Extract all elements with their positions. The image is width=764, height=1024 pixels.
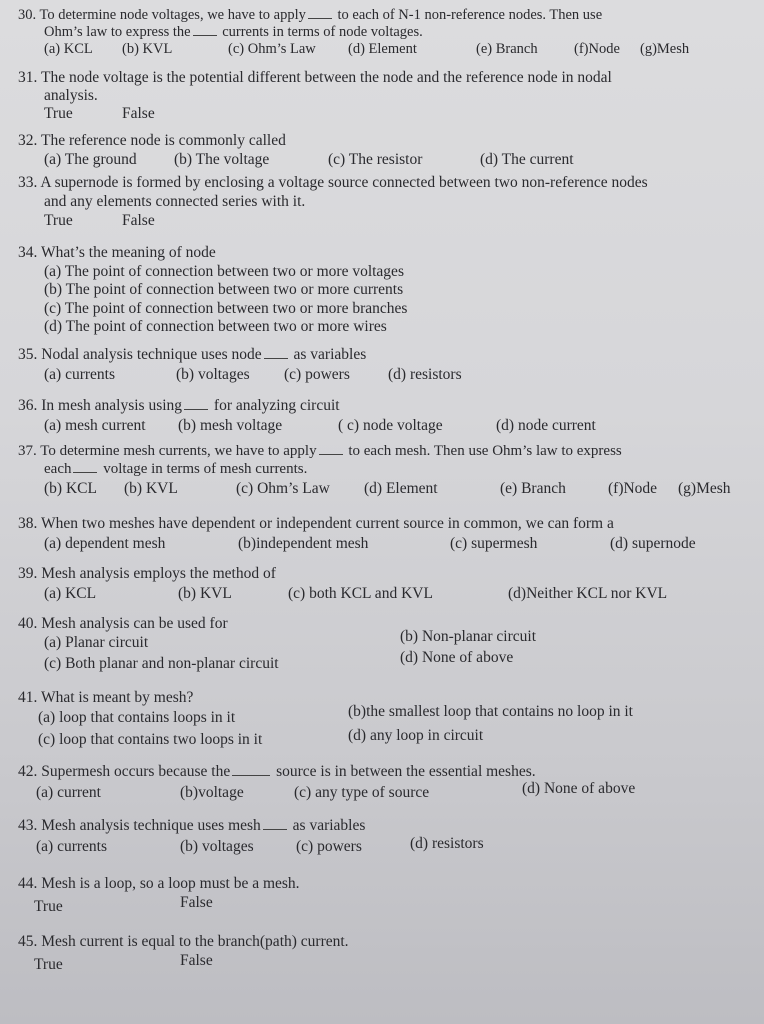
option[interactable]: (e) Branch (476, 41, 538, 57)
question-33 (18, 175, 746, 231)
question-text: each (44, 461, 72, 477)
option[interactable]: (c) powers (284, 365, 350, 383)
option[interactable]: (d) resistors (410, 834, 484, 852)
question-36 (18, 398, 746, 436)
question-text: for analyzing circuit (213, 397, 340, 414)
option[interactable]: (a) dependent mesh (44, 534, 166, 552)
option[interactable]: (d) Element (364, 480, 438, 497)
question-text: as variables (292, 817, 366, 834)
option[interactable]: (f)Node (608, 480, 658, 497)
question-40 (18, 616, 746, 674)
question-number: 37. (18, 443, 37, 459)
question-39 (18, 566, 746, 604)
option[interactable]: (a) current (36, 783, 101, 801)
option[interactable]: (b) voltages (176, 365, 250, 383)
option[interactable]: (d) None of above (522, 779, 636, 797)
option[interactable]: (c) any type of source (294, 783, 430, 801)
question-text: analysis. (44, 86, 98, 104)
option[interactable]: (a) KCL (44, 41, 93, 57)
question-text: What’s the meaning of node (40, 244, 216, 261)
question-text: The node voltage is the potential different between the node and the reference node in nodal (40, 69, 612, 86)
question-text: Mesh analysis technique uses mesh (41, 817, 261, 834)
option[interactable]: (d) node current (496, 416, 596, 434)
option[interactable]: (c) supermesh (450, 534, 538, 552)
question-number: 44. (18, 875, 38, 892)
option[interactable]: (c) Ohm’s Law (236, 480, 330, 497)
question-text: When two meshes have dependent or independent current source in common, we can form a (40, 515, 614, 532)
option[interactable]: (a) KCL (44, 584, 97, 602)
option[interactable]: (g)Mesh (678, 480, 731, 497)
option[interactable]: (b) KCL (44, 480, 97, 497)
question-44 (18, 876, 746, 917)
question-text: currents in terms of node voltages. (222, 23, 423, 40)
option[interactable]: (b) KVL (124, 480, 178, 497)
question-37 (18, 444, 746, 499)
option[interactable]: (b) mesh voltage (178, 416, 283, 434)
question-number: 43. (18, 817, 38, 834)
option[interactable]: (a) loop that contains loops in it (38, 708, 236, 726)
question-number: 32. (18, 132, 38, 149)
option[interactable]: (b)voltage (180, 783, 244, 801)
question-41 (18, 690, 746, 750)
option[interactable]: (d) supernode (610, 534, 696, 552)
question-number: 42. (18, 763, 38, 780)
question-42 (18, 764, 746, 803)
option[interactable]: (c) powers (296, 837, 362, 855)
question-45 (18, 934, 746, 975)
question-38 (18, 516, 746, 554)
question-text: To determine node voltages, we have to apply (39, 7, 306, 23)
question-text: A supernode is formed by enclosing a voltage source connected between two non-reference nodes (40, 174, 648, 191)
question-text: to each mesh. Then use Ohm’s law to express (348, 443, 622, 459)
option[interactable]: (c) The resistor (328, 150, 423, 168)
option[interactable]: (a) The point of connection between two or more voltages (44, 262, 404, 280)
option[interactable]: (d)Neither KCL nor KVL (508, 584, 668, 602)
option[interactable]: (b) KVL (122, 41, 173, 57)
option[interactable]: (c) both KCL and KVL (288, 584, 433, 602)
option[interactable]: (g)Mesh (640, 41, 690, 57)
option[interactable]: (b) KVL (178, 584, 232, 602)
question-number: 34. (18, 244, 38, 261)
question-text: Mesh analysis employs the method of (41, 565, 276, 582)
option-false[interactable]: False (180, 893, 213, 911)
option[interactable]: (c) Both planar and non-planar circuit (44, 654, 279, 672)
question-number: 38. (18, 515, 38, 532)
question-text: Mesh current is equal to the branch(path) current. (41, 933, 349, 950)
option-true[interactable]: True (44, 105, 73, 122)
question-text: as variables (293, 346, 367, 363)
option[interactable]: (c) The point of connection between two or more branches (44, 299, 408, 317)
option[interactable]: (a) Planar circuit (44, 633, 149, 651)
question-text: voltage in terms of mesh currents. (103, 461, 308, 477)
option[interactable]: (b) The point of connection between two or more currents (44, 281, 404, 298)
option[interactable]: (d) None of above (400, 648, 514, 666)
option[interactable]: (e) Branch (500, 480, 566, 497)
question-text: What is meant by mesh? (40, 689, 194, 706)
question-text: In mesh analysis using (41, 397, 183, 414)
option[interactable]: (b) The voltage (174, 150, 270, 168)
question-text: Supermesh occurs because the (41, 763, 231, 780)
question-number: 45. (18, 933, 38, 950)
option[interactable]: (b)the smallest loop that contains no loop in it (348, 702, 633, 720)
option[interactable]: (c) Ohm’s Law (228, 41, 316, 57)
option[interactable]: ( c) node voltage (338, 416, 443, 434)
question-31 (18, 70, 746, 124)
question-text: source is in between the essential meshes. (276, 763, 536, 780)
question-30 (18, 8, 746, 60)
option[interactable]: (d) any loop in circuit (348, 726, 484, 744)
question-number: 35. (18, 346, 38, 363)
option[interactable]: (c) loop that contains two loops in it (38, 730, 263, 748)
option-true[interactable]: True (34, 897, 63, 915)
option[interactable]: (b) Non-planar circuit (400, 627, 536, 645)
option[interactable]: (a) The ground (44, 150, 137, 168)
option-false[interactable]: False (122, 212, 155, 229)
option[interactable]: (d) Element (348, 41, 417, 57)
option[interactable]: (f)Node (574, 41, 620, 57)
question-number: 40. (18, 615, 38, 632)
question-text: Mesh analysis can be used for (41, 615, 228, 632)
option[interactable]: (d) resistors (388, 365, 462, 383)
option[interactable]: (b)independent mesh (238, 534, 369, 552)
question-number: 33. (18, 174, 38, 191)
question-text: Ohm’s law to express the (44, 23, 191, 40)
option[interactable]: (b) voltages (180, 837, 254, 855)
option[interactable]: (d) The point of connection between two or more wires (44, 318, 387, 335)
question-text: The reference node is commonly called (40, 132, 286, 149)
question-text: Nodal analysis technique uses node (41, 346, 262, 363)
option-false[interactable]: False (122, 105, 155, 122)
question-number: 31. (18, 69, 38, 86)
option[interactable]: (a) mesh current (44, 416, 146, 434)
question-35 (18, 347, 746, 385)
question-number: 36. (18, 397, 38, 414)
question-34 (18, 245, 746, 335)
question-43 (18, 818, 746, 857)
question-32 (18, 133, 746, 170)
option-true[interactable]: True (34, 955, 63, 973)
option-false[interactable]: False (180, 951, 213, 969)
question-text: To determine mesh currents, we have to apply (40, 443, 317, 459)
question-text: and any elements connected series with it. (44, 192, 306, 210)
option[interactable]: (d) The current (480, 150, 574, 168)
question-text: to each of N-1 non-reference nodes. Then use (337, 7, 603, 23)
question-number: 39. (18, 565, 38, 582)
option[interactable]: (a) currents (44, 365, 115, 383)
option[interactable]: (a) currents (36, 837, 107, 855)
option-true[interactable]: True (44, 212, 73, 229)
question-number: 41. (18, 689, 38, 706)
question-text: Mesh is a loop, so a loop must be a mesh. (41, 875, 300, 892)
question-number: 30. (18, 7, 37, 23)
